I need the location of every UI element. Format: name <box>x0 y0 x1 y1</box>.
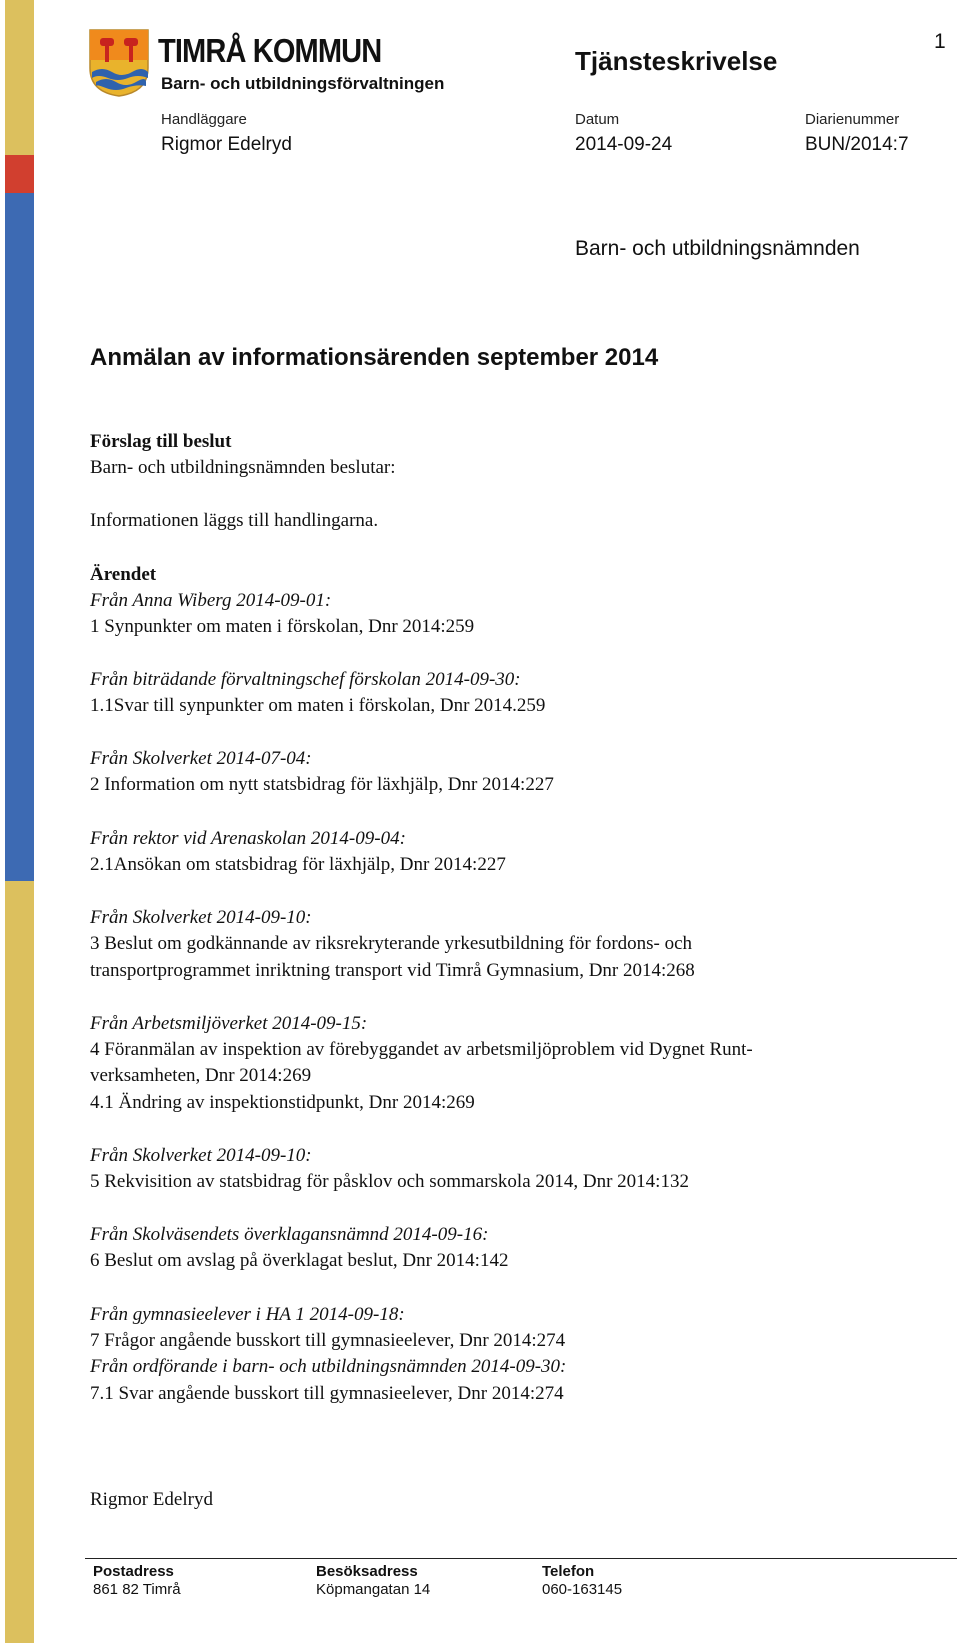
item-line: 7.1 Svar angående busskort till gymnasieelever, Dnr 2014:274 <box>90 1383 564 1404</box>
document-type-title: Tjänsteskrivelse <box>575 46 778 76</box>
item-source: Från Anna Wiberg 2014-09-01: <box>90 590 332 611</box>
item-source: Från Arbetsmiljöverket 2014-09-15: <box>90 1013 368 1034</box>
item-source: Från rektor vid Arenaskolan 2014-09-04: <box>90 828 406 849</box>
item-line: 6 Beslut om avslag på överklagat beslut, Dnr 2014:142 <box>90 1250 509 1271</box>
org-name-logotype: TIMRÅ KOMMUN <box>158 32 382 69</box>
item-line: 4.1 Ändring av inspektionstidpunkt, Dnr 2014:269 <box>90 1092 475 1113</box>
side-stripe-red <box>5 155 34 193</box>
item-source: Från ordförande i barn- och utbildningsnämnden 2014-09-30: <box>90 1356 567 1377</box>
department-name: Barn- och utbildningsförvaltningen <box>161 74 445 93</box>
item-line: 2.1Ansökan om statsbidrag för läxhjälp, Dnr 2014:227 <box>90 854 506 875</box>
recipient: Barn- och utbildningsnämnden <box>575 237 860 260</box>
footer-besoksadress-value: Köpmangatan 14 <box>316 1581 431 1598</box>
signature: Rigmor Edelryd <box>90 1489 213 1510</box>
handlaggare-value: Rigmor Edelryd <box>161 134 292 155</box>
handlaggare-label: Handläggare <box>161 111 247 128</box>
arendet-heading: Ärendet <box>90 564 157 585</box>
item-line: 2 Information om nytt statsbidrag för läxhjälp, Dnr 2014:227 <box>90 774 554 795</box>
diarienummer-label: Diarienummer <box>805 111 900 128</box>
item-line: 1.1Svar till synpunkter om maten i förskolan, Dnr 2014.259 <box>90 695 546 716</box>
item-source: Från Skolverket 2014-07-04: <box>90 748 312 769</box>
proposal-line: Barn- och utbildningsnämnden beslutar: <box>90 457 396 478</box>
item-line: 7 Frågor angående busskort till gymnasieelever, Dnr 2014:274 <box>90 1330 566 1351</box>
side-stripe-blue <box>5 193 34 881</box>
footer-telefon-label: Telefon <box>542 1563 595 1580</box>
item-source: Från Skolväsendets överklagansnämnd 2014-09-16: <box>90 1224 489 1245</box>
item-line: 4 Föranmälan av inspektion av förebyggandet av arbetsmiljöproblem vid Dygnet Runt- <box>90 1039 753 1060</box>
datum-label: Datum <box>575 111 620 128</box>
side-stripe-yellow-bottom <box>5 881 34 1643</box>
proposal-heading: Förslag till beslut <box>90 431 232 452</box>
item-source: Från Skolverket 2014-09-10: <box>90 1145 312 1166</box>
item-line: 3 Beslut om godkännande av riksrekryterande yrkesutbildning för fordons- och <box>90 933 693 954</box>
datum-value: 2014-09-24 <box>575 134 673 155</box>
proposal-line: Informationen läggs till handlingarna. <box>90 510 379 531</box>
page-number: 1 <box>934 30 946 53</box>
item-source: Från gymnasieelever i HA 1 2014-09-18: <box>90 1304 405 1325</box>
item-source: Från Skolverket 2014-09-10: <box>90 907 312 928</box>
municipality-coat-of-arms-icon <box>88 28 150 98</box>
item-line: 1 Synpunkter om maten i förskolan, Dnr 2014:259 <box>90 616 475 637</box>
item-source: Från biträdande förvaltningschef förskolan 2014-09-30: <box>90 669 521 690</box>
item-line: transportprogrammet inriktning transport vid Timrå Gymnasium, Dnr 2014:268 <box>90 960 695 981</box>
document-title: Anmälan av informationsärenden september 2014 <box>90 344 659 371</box>
item-line: 5 Rekvisition av statsbidrag för påsklov och sommarskola 2014, Dnr 2014:132 <box>90 1171 689 1192</box>
item-line: verksamheten, Dnr 2014:269 <box>90 1065 312 1086</box>
side-stripe-yellow-top <box>5 0 34 155</box>
footer-besoksadress-label: Besöksadress <box>316 1563 418 1580</box>
diarienummer-value: BUN/2014:7 <box>805 134 909 155</box>
footer-postadress-label: Postadress <box>93 1563 174 1580</box>
footer-divider <box>85 1558 957 1559</box>
footer-postadress-value: 861 82 Timrå <box>93 1581 181 1598</box>
footer-telefon-value: 060-163145 <box>542 1581 623 1598</box>
